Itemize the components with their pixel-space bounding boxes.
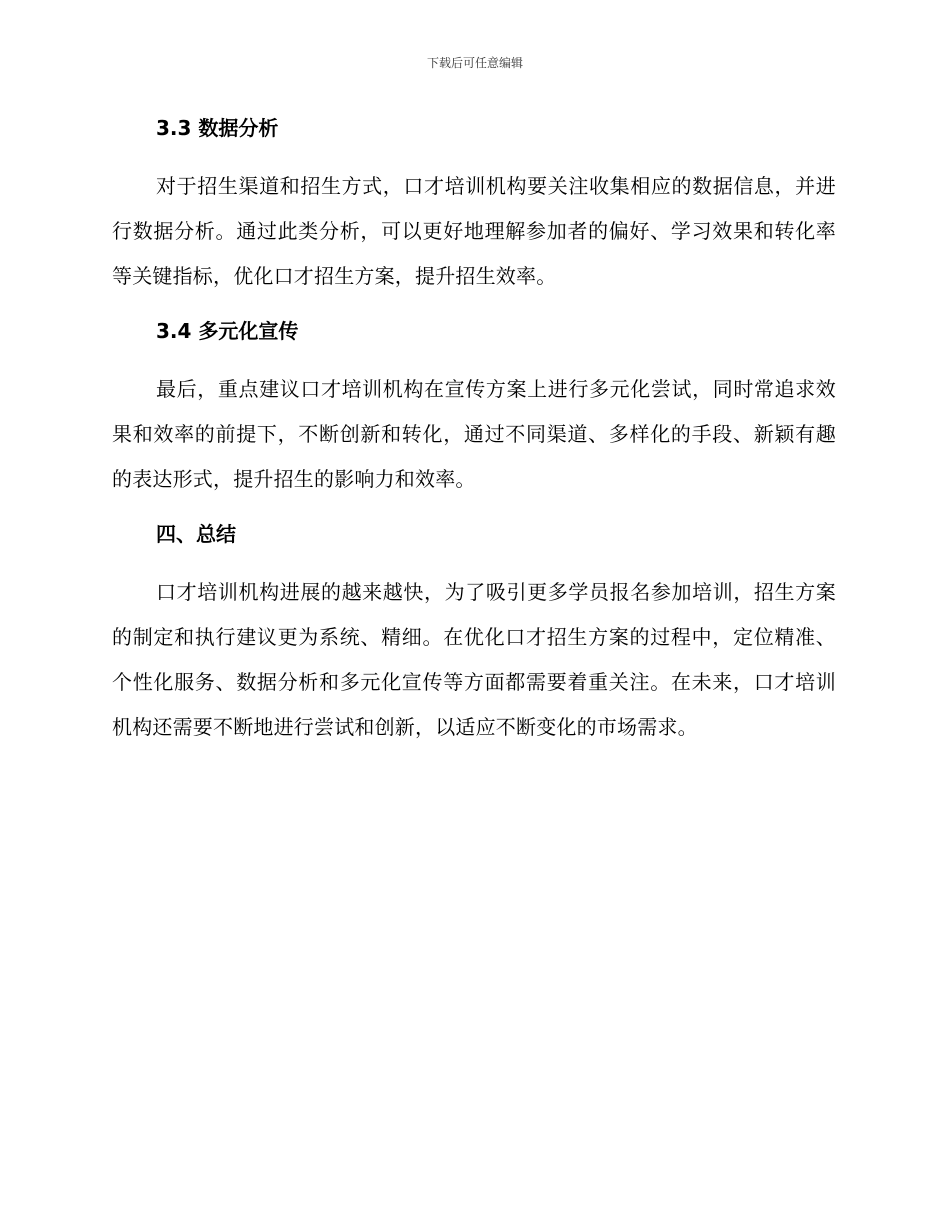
paragraph-data-analysis: 对于招生渠道和招生方式，口才培训机构要关注收集相应的数据信息，并进行数据分析。通过此类分析，可以更好地理解参加者的偏好、学习效果和转化率等关键指标，优化口才招生方案，提升招生效率。 xyxy=(112,174,836,288)
section-heading-data-analysis: 3.3 数据分析 xyxy=(156,116,279,140)
section-heading-summary: 四、总结 xyxy=(156,522,236,546)
page-header: 下载后可任意编辑 xyxy=(426,56,523,70)
section-heading-diversified-promotion: 3.4 多元化宣传 xyxy=(156,319,299,343)
paragraph-summary: 口才培训机构进展的越来越快，为了吸引更多学员报名参加培训，招生方案的制定和执行建议更为系统、精细。在优化口才招生方案的过程中，定位精准、个性化服务、数据分析和多元化宣传等方面都需要着重关注。在未来，口才培训机构还需要不断地进行尝试和创新，以适应不断变化的市场需求。 xyxy=(112,580,836,739)
paragraph-diversified-promotion: 最后，重点建议口才培训机构在宣传方案上进行多元化尝试，同时常追求效果和效率的前提下，不断创新和转化，通过不同渠道、多样化的手段、新颖有趣的表达形式，提升招生的影响力和效率。 xyxy=(112,377,836,491)
document-body xyxy=(112,110,836,750)
